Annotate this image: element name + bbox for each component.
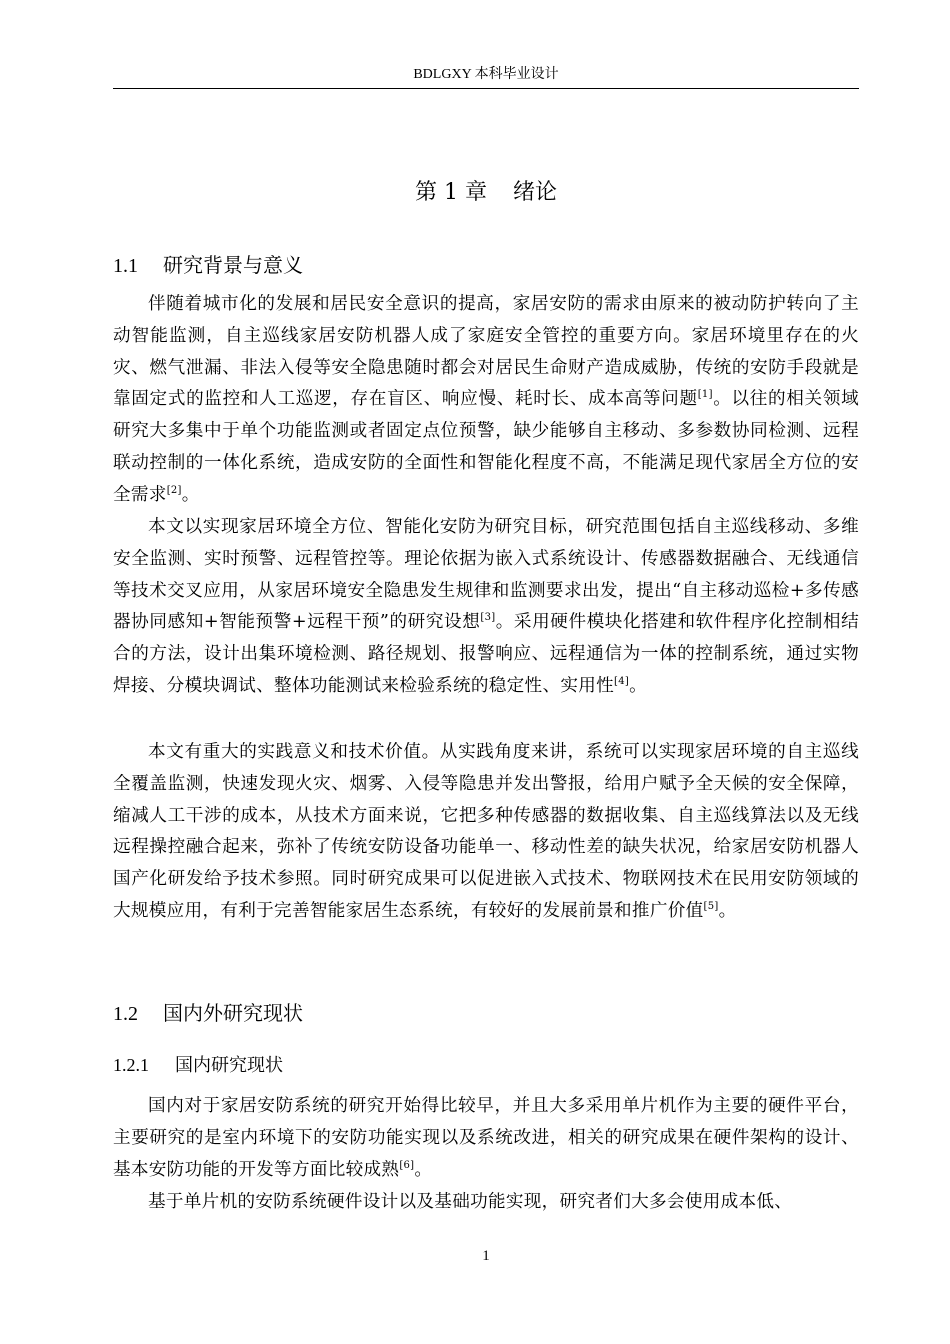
section-title: 国内研究现状 <box>175 1055 283 1076</box>
chapter-name: 绪论 <box>512 180 557 205</box>
page-header: BDLGXY 本科毕业设计 <box>413 67 559 82</box>
paragraph-1: 伴随着城市化的发展和居民安全意识的提高，家居安防的需求由原来的被动防护转向了主动智能监测，自主巡线家居安防机器人成了家庭安全管控的重要方向。家居环境里存在的火灾、燃气泄漏、非法入侵等安全隐患随时都会对居民生命财产造成威胁，传统的安防手段就是靠固定式的监控和人工巡逻，存在盲区、响应慢、耗时长、成本高等问题[1]。以往的相关领域研究大多集中于单个功能监测或者固定点位预警，缺少能够自主移动、多参数协同检测、远程联动控制的一体化系统，造成安防的全面性和智能化程度不高，不能满足现代家居全方位的安全需求[2]。 <box>113 294 859 505</box>
section-number: 1.2.1 <box>113 1055 149 1075</box>
section-number: 1.2 <box>113 1003 138 1025</box>
section-title: 国内外研究现状 <box>163 1001 303 1025</box>
section-heading-1-1 <box>113 251 303 280</box>
paragraph-5: 基于单片机的安防系统硬件设计以及基础功能实现，研究者们大多会使用成本低、 <box>148 1192 793 1212</box>
citation-ref: [3] <box>480 612 496 624</box>
section-number: 1.1 <box>113 255 138 277</box>
paragraph-4: 国内对于家居安防系统的研究开始得比较早，并且大多采用单片机作为主要的硬件平台，主要研究的是室内环境下的安防功能实现以及系统改进，相关的研究成果在硬件架构的设计、基本安防功能的开发等方面比较成熟[6]。 <box>113 1096 859 1180</box>
citation-ref: [1] <box>697 389 713 401</box>
citation-ref: [5] <box>703 900 719 912</box>
subsection-heading-1-2-1 <box>113 1052 283 1079</box>
section-title: 研究背景与意义 <box>163 253 303 277</box>
citation-ref: [2] <box>166 484 182 496</box>
chapter-label: 第 1 章 <box>415 180 487 205</box>
citation-ref: [4] <box>614 675 630 687</box>
paragraph-3: 本文有重大的实践意义和技术价值。从实践角度来讲，系统可以实现家居环境的自主巡线全覆盖监测，快速发现火灾、烟雾、入侵等隐患并发出警报，给用户赋予全天候的安全保障，缩减人工干涉的成本，从技术方面来说，它把多种传感器的数据收集、自主巡线算法以及无线远程操控融合起来，弥补了传统安防设备功能单一、移动性差的缺失状况，给家居安防机器人国产化研发给予技术参照。同时研究成果可以促进嵌入式技术、物联网技术在民用安防领域的大规模应用，有利于完善智能家居生态系统，有较好的发展前景和推广价值[5]。 <box>113 742 859 921</box>
section-heading-1-2 <box>113 999 303 1028</box>
paragraph-2: 本文以实现家居环境全方位、智能化安防为研究目标，研究范围包括自主巡线移动、多维安全监测、实时预警、远程管控等。理论依据为嵌入式系统设计、传感器数据融合、无线通信等技术交叉应用，从家居环境安全隐患发生规律和监测要求出发，提出“自主移动巡检+多传感器协同感知+智能预警+远程干预”的研究设想[3]。采用硬件模块化搭建和软件程序化控制相结合的方法，设计出集环境检测、路径规划、报警响应、远程通信为一体的控制系统，通过实物焊接、分模块调试、整体功能测试来检验系统的稳定性、实用性[4]。 <box>113 517 859 696</box>
chapter-title <box>113 176 859 210</box>
page-number: 1 <box>482 1248 490 1264</box>
citation-ref: [6] <box>399 1159 415 1171</box>
header-rule <box>113 88 859 89</box>
